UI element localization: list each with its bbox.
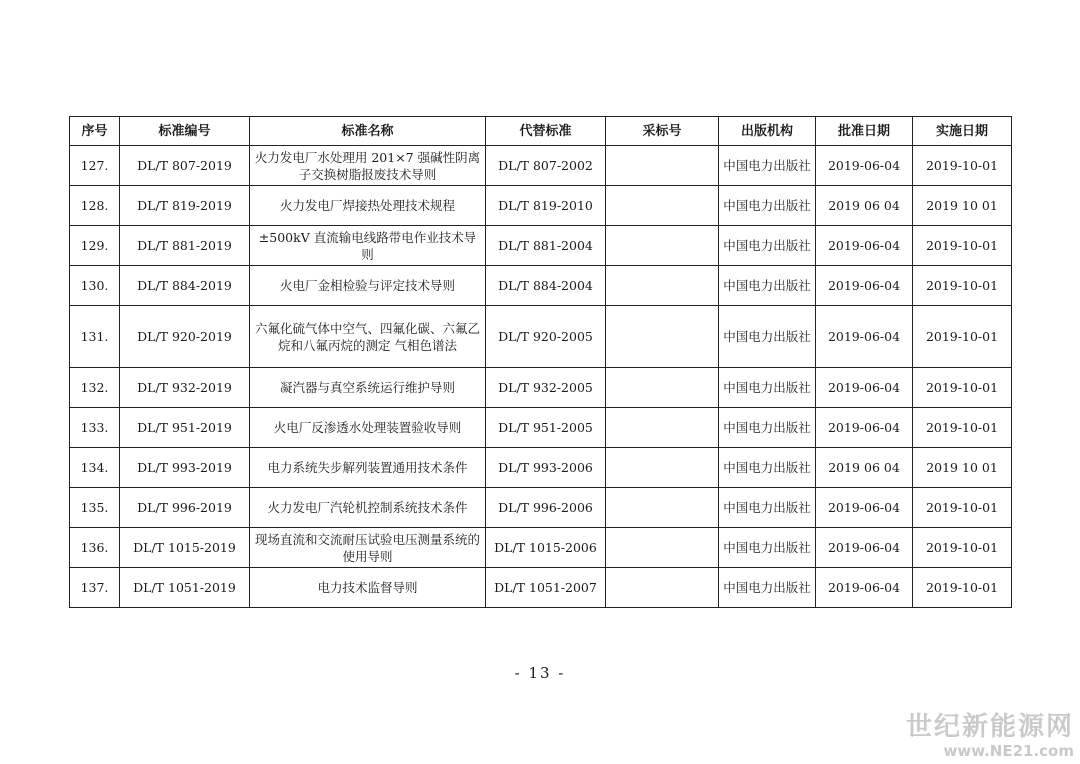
table-row: [70, 146, 1012, 186]
cell-no: 133.: [70, 408, 120, 448]
cell-publisher: 中国电力出版社: [719, 448, 816, 488]
cell-no: 132.: [70, 368, 120, 408]
cell-code: DL/T 996-2019: [120, 488, 250, 528]
cell-publisher: 中国电力出版社: [719, 488, 816, 528]
cell-effective: 2019-10-01: [913, 368, 1012, 408]
cell-no: 135.: [70, 488, 120, 528]
cell-name: 电力系统失步解列装置通用技术条件: [250, 448, 486, 488]
table-row: [70, 368, 1012, 408]
cell-name: 火电厂金相检验与评定技术导则: [250, 266, 486, 306]
cell-name: 六氟化硫气体中空气、四氟化碳、六氟乙烷和八氟丙烷的测定 气相色谱法: [250, 306, 486, 368]
cell-no: 136.: [70, 528, 120, 568]
header-name: 标准名称: [250, 117, 486, 146]
cell-name: 火力发电厂汽轮机控制系统技术条件: [250, 488, 486, 528]
cell-approved: 2019-06-04: [816, 408, 913, 448]
cell-adopt: [606, 306, 719, 368]
cell-no: 127.: [70, 146, 120, 186]
cell-adopt: [606, 408, 719, 448]
cell-publisher: 中国电力出版社: [719, 368, 816, 408]
cell-replaces: DL/T 1051-2007: [486, 568, 606, 608]
header-publisher: 出版机构: [719, 117, 816, 146]
cell-effective: 2019-10-01: [913, 306, 1012, 368]
cell-effective: 2019 10 01: [913, 186, 1012, 226]
cell-approved: 2019-06-04: [816, 528, 913, 568]
cell-code: DL/T 920-2019: [120, 306, 250, 368]
cell-approved: 2019-06-04: [816, 146, 913, 186]
cell-effective: 2019-10-01: [913, 226, 1012, 266]
cell-publisher: 中国电力出版社: [719, 408, 816, 448]
cell-adopt: [606, 266, 719, 306]
cell-name: 火力发电厂焊接热处理技术规程: [250, 186, 486, 226]
header-adopt: 采标号: [606, 117, 719, 146]
cell-name: 电力技术监督导则: [250, 568, 486, 608]
table-row: [70, 306, 1012, 368]
table-row: [70, 568, 1012, 608]
cell-effective: 2019-10-01: [913, 146, 1012, 186]
cell-replaces: DL/T 996-2006: [486, 488, 606, 528]
watermark-url: www.NE21.com: [943, 742, 1074, 760]
cell-effective: 2019 10 01: [913, 448, 1012, 488]
cell-code: DL/T 932-2019: [120, 368, 250, 408]
cell-approved: 2019-06-04: [816, 266, 913, 306]
site-watermark: [906, 712, 1074, 760]
header-effective: 实施日期: [913, 117, 1012, 146]
cell-adopt: [606, 528, 719, 568]
cell-no: 137.: [70, 568, 120, 608]
cell-no: 130.: [70, 266, 120, 306]
header-replaces: 代替标准: [486, 117, 606, 146]
cell-effective: 2019-10-01: [913, 266, 1012, 306]
cell-name: 火力发电厂水处理用 201×7 强碱性阴离子交换树脂报废技术导则: [250, 146, 486, 186]
cell-code: DL/T 884-2019: [120, 266, 250, 306]
cell-effective: 2019-10-01: [913, 488, 1012, 528]
cell-replaces: DL/T 920-2005: [486, 306, 606, 368]
table-row: [70, 186, 1012, 226]
cell-adopt: [606, 146, 719, 186]
cell-approved: 2019-06-04: [816, 306, 913, 368]
cell-effective: 2019-10-01: [913, 568, 1012, 608]
table-row: [70, 266, 1012, 306]
table-header-row: [70, 117, 1012, 146]
cell-code: DL/T 881-2019: [120, 226, 250, 266]
header-approved: 批准日期: [816, 117, 913, 146]
table-row: [70, 488, 1012, 528]
table-row: [70, 408, 1012, 448]
cell-publisher: 中国电力出版社: [719, 226, 816, 266]
table-row: [70, 226, 1012, 266]
cell-replaces: DL/T 932-2005: [486, 368, 606, 408]
cell-code: DL/T 993-2019: [120, 448, 250, 488]
watermark-title: 世纪新能源网: [905, 712, 1074, 742]
cell-publisher: 中国电力出版社: [719, 306, 816, 368]
cell-publisher: 中国电力出版社: [719, 266, 816, 306]
cell-adopt: [606, 186, 719, 226]
cell-publisher: 中国电力出版社: [719, 568, 816, 608]
cell-replaces: DL/T 819-2010: [486, 186, 606, 226]
cell-no: 128.: [70, 186, 120, 226]
cell-adopt: [606, 448, 719, 488]
header-no: 序号: [70, 117, 120, 146]
cell-no: 131.: [70, 306, 120, 368]
table-row: [70, 448, 1012, 488]
standards-table: [69, 116, 1012, 608]
cell-publisher: 中国电力出版社: [719, 146, 816, 186]
cell-adopt: [606, 368, 719, 408]
cell-replaces: DL/T 1015-2006: [486, 528, 606, 568]
cell-name: 火电厂反渗透水处理装置验收导则: [250, 408, 486, 448]
cell-code: DL/T 1051-2019: [120, 568, 250, 608]
cell-no: 134.: [70, 448, 120, 488]
cell-approved: 2019 06 04: [816, 186, 913, 226]
cell-code: DL/T 819-2019: [120, 186, 250, 226]
cell-adopt: [606, 488, 719, 528]
cell-approved: 2019-06-04: [816, 488, 913, 528]
cell-adopt: [606, 226, 719, 266]
page-number: - 13 -: [514, 664, 566, 682]
cell-publisher: 中国电力出版社: [719, 186, 816, 226]
cell-replaces: DL/T 951-2005: [486, 408, 606, 448]
cell-name: 现场直流和交流耐压试验电压测量系统的使用导则: [250, 528, 486, 568]
cell-approved: 2019-06-04: [816, 226, 913, 266]
cell-replaces: DL/T 881-2004: [486, 226, 606, 266]
cell-approved: 2019 06 04: [816, 448, 913, 488]
cell-adopt: [606, 568, 719, 608]
cell-effective: 2019-10-01: [913, 528, 1012, 568]
cell-publisher: 中国电力出版社: [719, 528, 816, 568]
cell-no: 129.: [70, 226, 120, 266]
cell-effective: 2019-10-01: [913, 408, 1012, 448]
cell-replaces: DL/T 884-2004: [486, 266, 606, 306]
cell-approved: 2019-06-04: [816, 568, 913, 608]
cell-name: 凝汽器与真空系统运行维护导则: [250, 368, 486, 408]
cell-code: DL/T 807-2019: [120, 146, 250, 186]
cell-approved: 2019-06-04: [816, 368, 913, 408]
table-row: [70, 528, 1012, 568]
cell-code: DL/T 1015-2019: [120, 528, 250, 568]
cell-replaces: DL/T 993-2006: [486, 448, 606, 488]
cell-name: ±500kV 直流输电线路带电作业技术导则: [250, 226, 486, 266]
cell-replaces: DL/T 807-2002: [486, 146, 606, 186]
header-code: 标准编号: [120, 117, 250, 146]
cell-code: DL/T 951-2019: [120, 408, 250, 448]
